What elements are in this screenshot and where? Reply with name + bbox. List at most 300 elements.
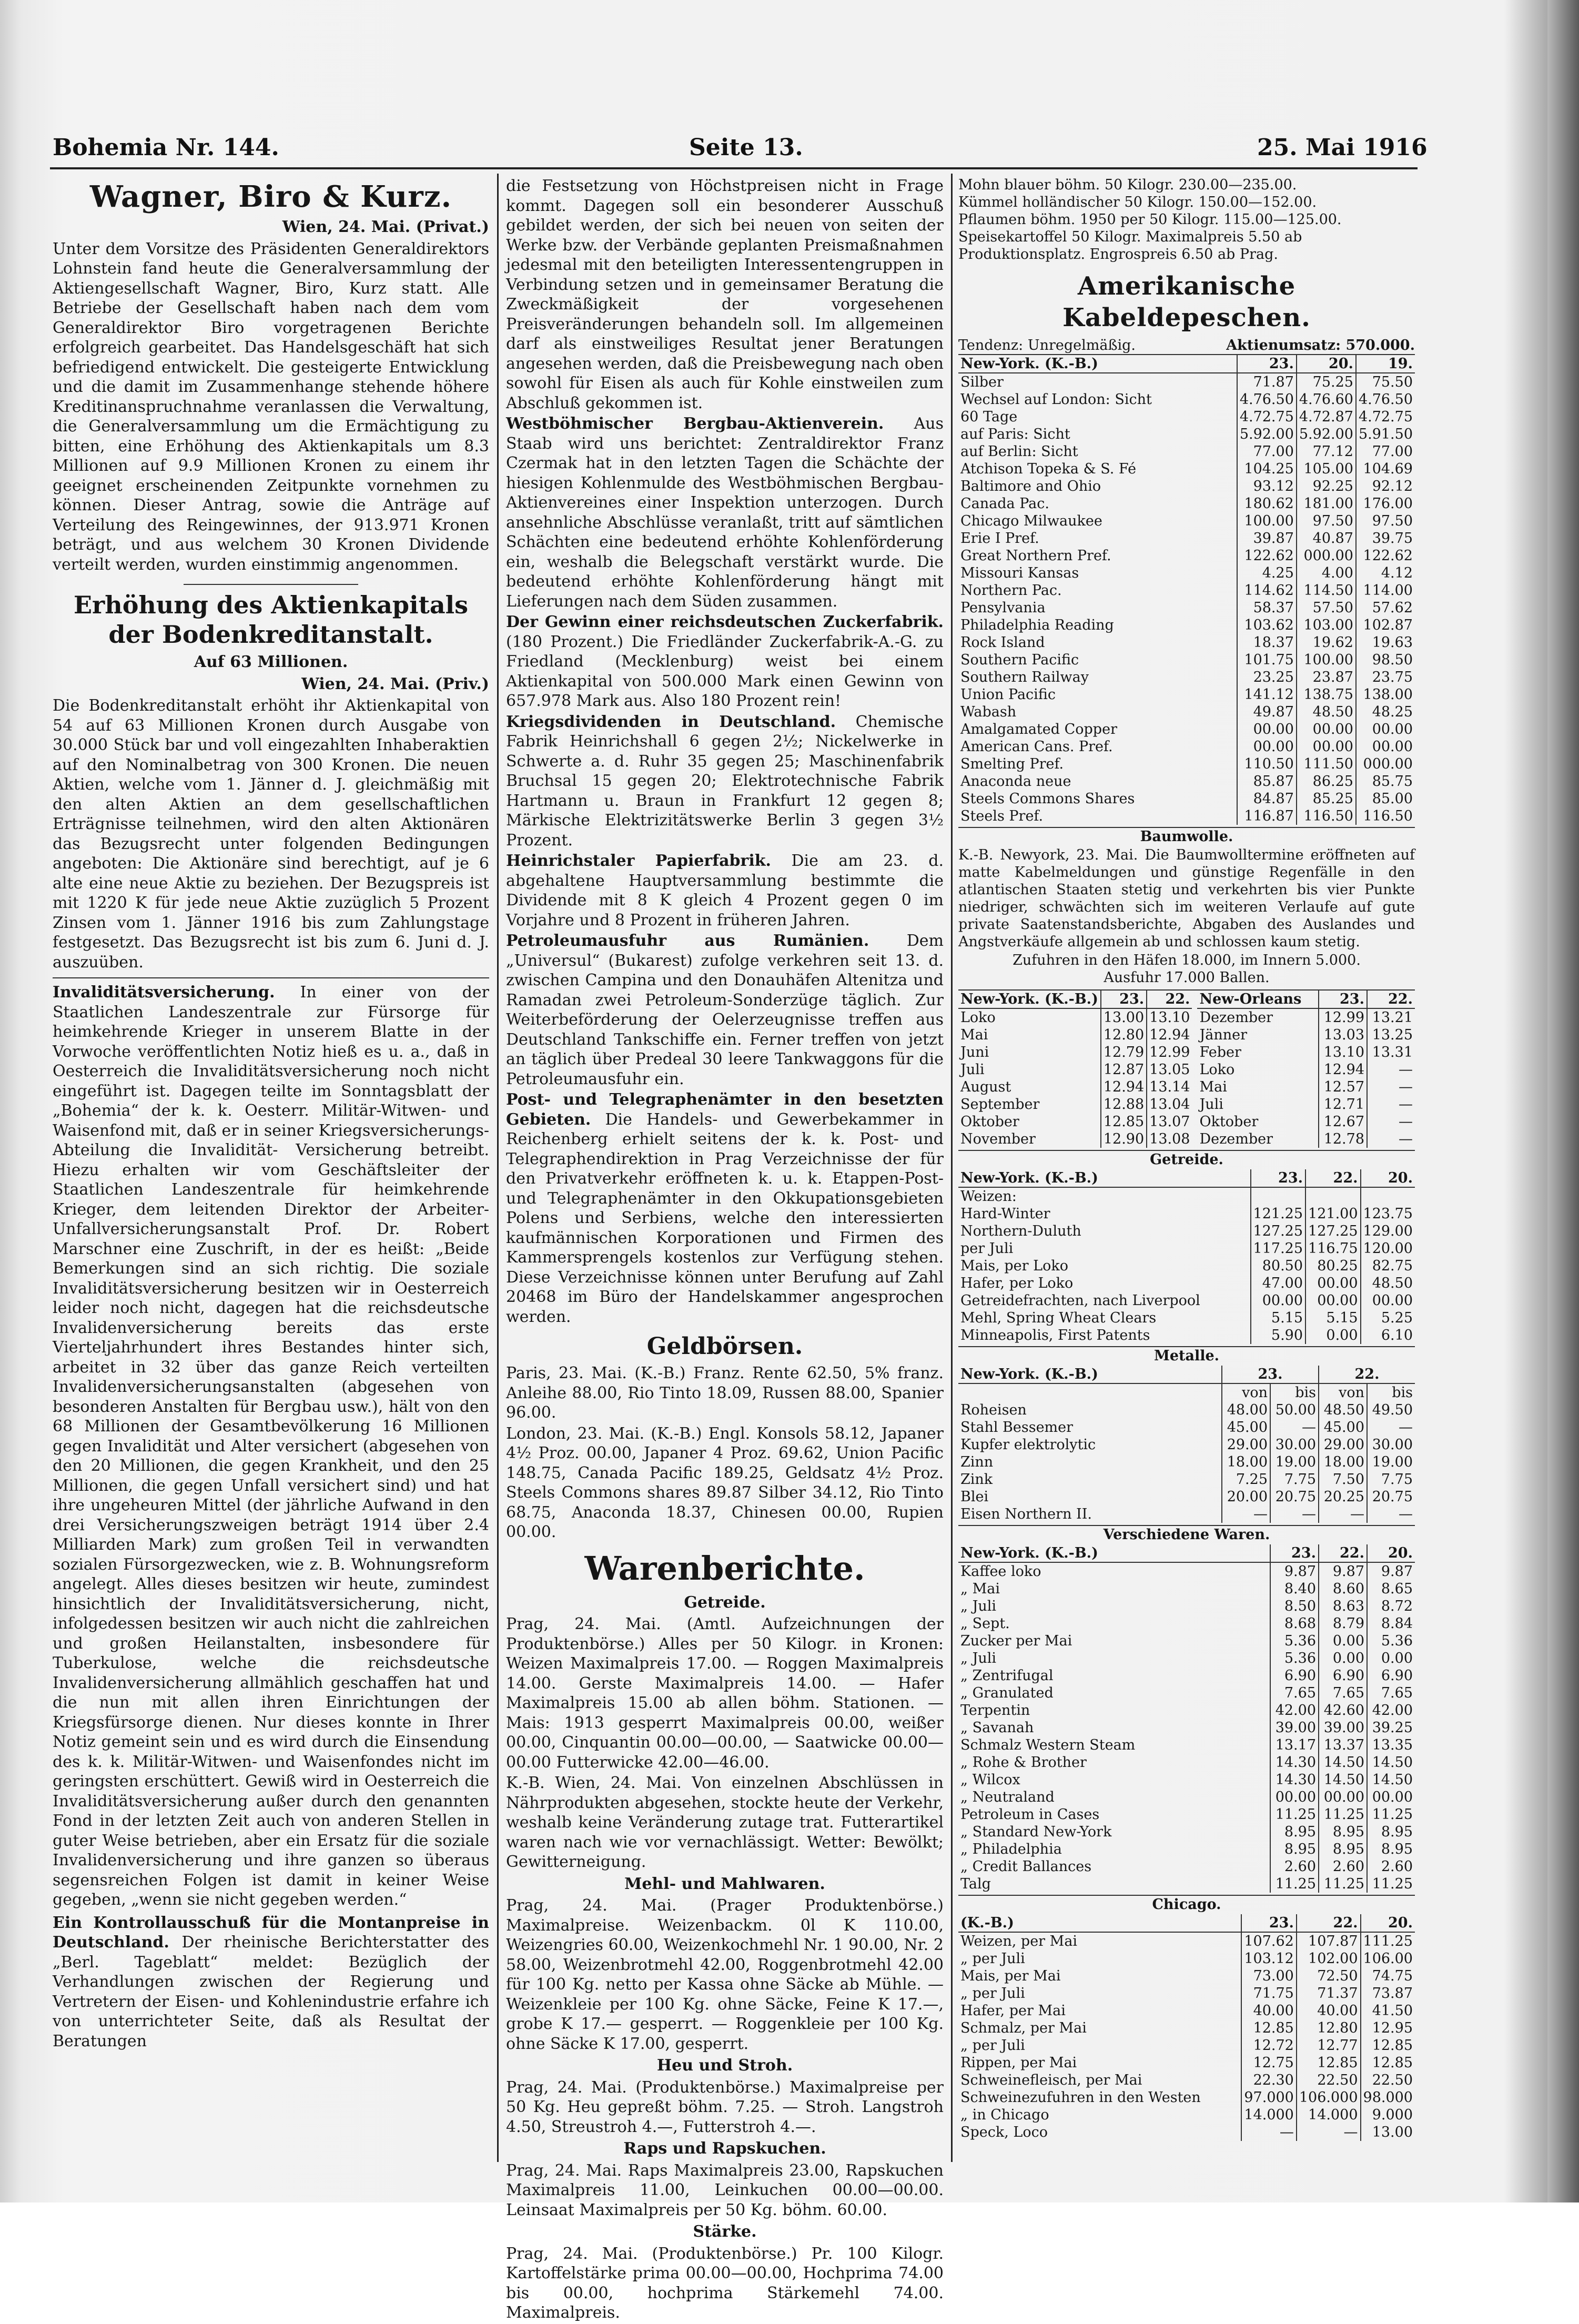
table-row (958, 790, 1415, 807)
row-value: 41.50 (1361, 2002, 1415, 2019)
row-value: — (1367, 1419, 1415, 1436)
row-label: Erie I Pref. (960, 530, 1039, 547)
column-3 (958, 176, 1415, 2141)
row-value: 20.00 (1222, 1488, 1270, 1505)
row-value: 180.62 (1237, 495, 1297, 512)
row-value: 2.60 (1319, 1858, 1367, 1875)
row-value: 8.95 (1270, 1823, 1319, 1841)
table-row (958, 564, 1415, 582)
row-label: Loko (1199, 1062, 1235, 1078)
row-label: Silber (960, 374, 1004, 390)
row-value: 12.85 (1361, 2054, 1415, 2072)
row-label: November (960, 1131, 1036, 1147)
table-header-label: New-York. (K.-B.) (958, 1544, 1270, 1562)
row-label: Anaconda neue (960, 773, 1071, 790)
row-value: 12.87 (1101, 1061, 1147, 1078)
table-header-row (958, 1544, 1415, 1562)
table-row (958, 703, 1415, 721)
row-value: 86.25 (1297, 773, 1356, 790)
row-value: 0.00 (1319, 1650, 1367, 1667)
row-value: 181.00 (1297, 495, 1356, 512)
table-row (1197, 1061, 1415, 1078)
row-value: 18.00 (1319, 1453, 1367, 1471)
table-column-date: 22. (1367, 991, 1415, 1008)
row-label: Petroleum in Cases (960, 1806, 1100, 1823)
row-label: Weizen, per Mai (960, 1933, 1078, 1949)
boden-dateline: Wien, 24. Mai. (Priv.) (301, 674, 489, 693)
row-label: „ Savanah (960, 1720, 1034, 1736)
row-value: 122.62 (1237, 547, 1297, 564)
row-value: 14.50 (1367, 1771, 1415, 1789)
table-row (958, 1789, 1415, 1806)
row-label: Eisen Northern II. (960, 1506, 1092, 1522)
row-label: „ Sept. (960, 1615, 1010, 1632)
table-row (958, 1719, 1415, 1736)
staerke-heading: Stärke. (693, 2222, 757, 2241)
row-label: Talg (960, 1876, 991, 1892)
row-value: 13.25 (1367, 1026, 1415, 1044)
row-value: 98.000 (1361, 2089, 1415, 2106)
table-row (958, 1754, 1415, 1771)
table-subheader-row (958, 1383, 1415, 1401)
table-row (958, 617, 1415, 634)
row-value: 0.00 (1305, 1327, 1360, 1344)
row-value: 39.25 (1367, 1719, 1415, 1736)
row-value: — (1367, 1505, 1415, 1523)
row-value: 58.37 (1237, 599, 1297, 617)
table-row (958, 1222, 1415, 1240)
row-value: 107.62 (1241, 1932, 1296, 1950)
row-label: „ Wilcox (960, 1772, 1020, 1788)
row-value: 42.00 (1367, 1702, 1415, 1719)
table-row (958, 1257, 1415, 1275)
row-value: 12.85 (1241, 2019, 1296, 2037)
row-value: 121.25 (1251, 1205, 1305, 1222)
row-value: 116.50 (1356, 807, 1415, 825)
row-label: Wechsel auf London: Sicht (960, 391, 1152, 408)
table-column-date: 20. (1297, 355, 1356, 373)
row-label: Mais, per Loko (960, 1258, 1068, 1274)
baumwolle-ny-table (958, 991, 1192, 1148)
row-value: 13.10 (1147, 1008, 1192, 1026)
geld-title: Geldbörsen. (646, 1333, 803, 1360)
heu-heading: Heu und Stroh. (656, 2056, 793, 2075)
row-value: 74.75 (1361, 1967, 1415, 1985)
row-value: 116.50 (1297, 807, 1356, 825)
table-row (958, 1858, 1415, 1875)
row-label: „ Credit Ballances (960, 1858, 1092, 1875)
table-row (1197, 1130, 1415, 1148)
row-value: 93.12 (1237, 478, 1297, 495)
row-value: 14.000 (1241, 2106, 1296, 2124)
row-label: August (960, 1079, 1011, 1095)
row-label: Jänner (1199, 1027, 1248, 1043)
row-value: 80.25 (1305, 1257, 1360, 1275)
row-label: American Cans. Pref. (960, 739, 1113, 755)
row-value: 92.25 (1297, 478, 1356, 495)
row-label: auf Paris: Sicht (960, 426, 1070, 442)
row-value: 39.87 (1237, 530, 1297, 547)
table-row (958, 1950, 1415, 1967)
row-value: 8.95 (1319, 1841, 1367, 1858)
row-label: Philadelphia Reading (960, 617, 1114, 633)
table-row (958, 1736, 1415, 1754)
row-label: Getreidefrachten, nach Liverpool (960, 1292, 1200, 1309)
row-value: 100.00 (1297, 651, 1356, 669)
row-label: Rippen, per Mai (960, 2055, 1077, 2071)
baumwolle-heading: Baumwolle. (958, 827, 1415, 845)
table-row (958, 1580, 1415, 1598)
row-value: 4.12 (1356, 564, 1415, 582)
row-value: — (1319, 1505, 1367, 1523)
row-value: 12.77 (1297, 2037, 1361, 2054)
row-value: 122.62 (1356, 547, 1415, 564)
row-value: 39.00 (1319, 1719, 1367, 1736)
row-value: 49.87 (1237, 703, 1297, 721)
row-value: 8.68 (1270, 1615, 1319, 1632)
row-value: 19.00 (1367, 1453, 1415, 1471)
table-row (958, 738, 1415, 755)
kriegs-body: Chemische Fabrik Heinrichshall 6 gegen 2½; Nickelwerke in Schwerte a. d. Ruhr 35 gegen 25; Maschinenfabrik Bruchsal 15 gegen 20; Elektrotechnische Fabrik Hartmann u. Braun in Frankfurt 12 gegen 8; Märkische Elektrizitätswerke Berlin 3 gegen 3½ Prozent. (506, 712, 944, 850)
mehl-heading: Mehl- und Mahlwaren. (624, 1874, 825, 1893)
table-header-row (958, 991, 1192, 1008)
inval-body: In einer von der Staatlichen Landeszentrale zur Fürsorge für heimkehrende Krieger in unserem Blatte in der Vorwoche veröffentlichten Notiz hieß es u. a., daß in Oesterreich die Invaliditätsversicherung noch nicht eingeführt ist. Dagegen teilte im Sonntagsblatt der „Bohemia“ der k. k. Oesterr. Militär-Witwen- und Waisenfond mit, daß er in seiner Kriegsversicherungs-Abteilung die Invalidität- Versicherung betreibt. Hiezu erhalten wir vom Geschäftsleiter der Staatlichen Landeszentrale für heimkehrende Krieger, dem leitenden Direktor der Arbeiter-Unfallversicherungsanstalt Prof. Dr. Robert Marschner eine Zuschrift, in der es heißt: „Beide Bemerkungen sind an sich richtig. Die soziale Invaliditätsversicherung besitzen wir in Oesterreich leider noch nicht, dagegen hat die reichsdeutsche Invalidenversicherung bereits das erste Vierteljahrhundert ihres Bestandes hinter sich, arbeitet in 32 über das ganze Reich verteilten Invalidenversicherungsanstalten (abgesehen von besonderen Anstalten für Bergbau usw.), hält von den 68 Millionen der Gesamtbevölkerung 16 Millionen gegen Invalidität und Alter versichert (abgesehen von den 20 Millionen, die gegen Krankheit, und den 25 Millionen, die gegen Unfall versichert sind) und hat ihre ungeheuren Mittel (der jährliche Aufwand in den drei Versicherungszweigen beträgt 1914 über 2.4 Milliarden Mark) zum großen Teil in verwandten sozialen Fürsorgezwecken, wie z. B. Wohnungsreform angelegt. Alles dieses besitzen wir heute, zumindest hinsichtlich der Invaliditätsversicherung, nicht, infolgedessen besitzen wir auch nicht die zahlreichen und großen Heilanstalten, insbesondere für Tuberkulose, welche die reichsdeutsche Invalidenversicherung allmählich geschaffen hat und die nun mit allen ihren Einrichtungen der Kriegsfürsorge dienen. Nur dieses konnte in Ihrer Notiz gemeint sein und es wird durch die Einsendung des k. k. Militär-Witwen- und Waisenfondes nicht im geringsten erschüttert. Gewiß wird in Oesterreich die Invaliditätsversicherung außer durch den genannten Fond in der letzten Zeit auch von anderen Stellen in guter Weise betrieben, aber ein Ersatz für die soziale Invalidenversicherung und ihre ganzen so überaus segensreichen Folgen ist damit in keiner Weise gegeben, „wenn sie nicht gegeben werden.“ (53, 983, 489, 1909)
row-label: Mai (1199, 1079, 1227, 1095)
row-value: 11.25 (1270, 1875, 1319, 1893)
row-value: 11.25 (1319, 1806, 1367, 1823)
row-value: 84.87 (1237, 790, 1297, 807)
boden-body: Die Bodenkreditanstalt erhöht ihr Aktienkapital von 54 auf 63 Millionen Kronen durch Ausgabe von 30.000 Stück bar und voll eingezahlten Inhaberaktien auf den Nominalbetrag von 300 Kronen. Die neuen Aktien, welche vom 1. Jänner d. J. gleichmäßig mit den alten Aktien an dem gesellschaftlichen Erträgnisse teilnehmen, wird den alten Aktionären das Bezugsrecht unter folgenden Bedingungen angeboten: Die Aktionäre sind berechtigt, auf je 6 alte eine neue Aktie zu beziehen. Der Bezugspreis ist mit 1220 K für jede neue Aktie zuzüglich 5 Prozent Zinsen vom 1. Jänner 1916 bis zum Zahlungstage festgesetzt. Das Bezugsrecht ist bis zum 6. Juni d. J. auszuüben. (53, 696, 489, 972)
table-column-date: 23. (1101, 991, 1147, 1008)
row-value: 121.00 (1305, 1205, 1360, 1222)
amer-title: Amerikanische Kabeldepeschen. (1062, 271, 1311, 332)
row-value: 85.87 (1237, 773, 1297, 790)
row-value: 123.75 (1361, 1205, 1415, 1222)
row-value: 49.50 (1367, 1401, 1415, 1419)
table-header-row (958, 1366, 1415, 1383)
row-value: 23.75 (1356, 669, 1415, 686)
row-value: 103.00 (1297, 617, 1356, 634)
row-value: 13.00 (1361, 2124, 1415, 2141)
post-heading: Post- und Telegraphenämter in den besetzten Gebieten. (506, 1090, 944, 1129)
row-label: Feber (1199, 1044, 1241, 1060)
row-value: 5.15 (1251, 1309, 1305, 1327)
row-value: 8.95 (1367, 1841, 1415, 1858)
row-value: 48.50 (1361, 1275, 1415, 1292)
row-value: 82.75 (1361, 1257, 1415, 1275)
table-row (1197, 1113, 1415, 1130)
row-value: 77.00 (1356, 443, 1415, 460)
getreide-heading: Getreide. (684, 1593, 766, 1612)
table-row (1197, 1008, 1415, 1026)
row-value: 7.50 (1319, 1471, 1367, 1488)
row-value: 103.62 (1237, 617, 1297, 634)
row-value: 8.40 (1270, 1580, 1319, 1598)
row-value: 5.36 (1367, 1632, 1415, 1650)
row-label: „ Juli (960, 1650, 997, 1666)
row-value: 12.75 (1241, 2054, 1296, 2072)
row-value: 00.00 (1270, 1789, 1319, 1806)
row-value: 40.87 (1297, 530, 1356, 547)
row-value (1305, 1187, 1360, 1205)
row-value: 105.00 (1297, 460, 1356, 478)
row-label: Roheisen (960, 1402, 1027, 1418)
header-center: Seite 13. (689, 134, 803, 161)
row-label: „ Zentrifugal (960, 1668, 1054, 1684)
row-value: 19.63 (1356, 634, 1415, 651)
row-label: Oktober (1199, 1114, 1259, 1130)
row-value: 4.00 (1297, 564, 1356, 582)
table-row (958, 1044, 1192, 1061)
price-line: Kümmel holländischer 50 Kilogr. 150.00—152.00. (958, 194, 1317, 210)
row-label: Juli (960, 1062, 985, 1078)
kontroll-heading: Ein Kontrollausschuß für die Montanpreise in Deutschland. (53, 1913, 489, 1952)
table-row (958, 1841, 1415, 1858)
post-body: Die Handels- und Gewerbekammer in Reichenberg erhielt seitens der k. k. Post- und Telegraphendirektion in Prag Verzeichnisse der für den Privatverkehr eröffneten k. u. k. Etappen-Post- und Telegraphenämter in den Okkupationsgebieten Polens und Serbiens, welche den interessierten kaufmännischen Korporationen und Firmen des Kammersprengels kostenlos zur Verfügung stehen. Diese Verzeichnisse können unter Berufung auf Zahl 20468 im Büro der Handelskammer angesprochen werden. (506, 1110, 944, 1326)
table-row (958, 547, 1415, 564)
row-value: 85.00 (1356, 790, 1415, 807)
row-value: 80.50 (1251, 1257, 1305, 1275)
header-left: Bohemia Nr. 144. (53, 134, 279, 161)
row-value: 13.08 (1147, 1130, 1192, 1148)
table-row (958, 1632, 1415, 1650)
row-value: 50.00 (1270, 1401, 1319, 1419)
row-label: Rock Island (960, 634, 1045, 651)
row-value: 30.00 (1270, 1436, 1319, 1453)
row-value: 4.72.87 (1297, 408, 1356, 426)
row-label: Terpentin (960, 1702, 1030, 1719)
row-value: 12.94 (1147, 1026, 1192, 1044)
row-value: 45.00 (1222, 1419, 1270, 1436)
row-value: 9.87 (1367, 1562, 1415, 1580)
zucker-body: (180 Prozent.) Die Friedländer Zuckerfabrik-A.-G. zu Friedland (Mecklenburg) weist bei einem Aktienkapital von 500.000 Mark einen Gewinn von 657.978 Mark aus. Also 180 Prozent rein! (506, 632, 944, 710)
row-value: 7.65 (1270, 1684, 1319, 1702)
row-value (1251, 1187, 1305, 1205)
kriegs-heading: Kriegsdividenden in Deutschland. (506, 712, 836, 731)
table-row (958, 1771, 1415, 1789)
row-value: 8.95 (1270, 1841, 1319, 1858)
row-value: 14.50 (1319, 1771, 1367, 1789)
row-value: 75.25 (1297, 373, 1356, 391)
row-value: 11.25 (1367, 1806, 1415, 1823)
row-value: 23.25 (1237, 669, 1297, 686)
row-value: 57.62 (1356, 599, 1415, 617)
table-column-date: 23. (1270, 1544, 1319, 1562)
row-value: 6.90 (1319, 1667, 1367, 1684)
table-row (1197, 1044, 1415, 1061)
row-value: 12.79 (1101, 1044, 1147, 1061)
table-header-label: New-York. (K.-B.) (958, 1169, 1251, 1187)
header-rule (50, 167, 1418, 169)
row-label: Canada Pac. (960, 496, 1049, 512)
table-row (958, 2124, 1415, 2141)
wagner-body: Unter dem Vorsitze des Präsidenten Generaldirektors Lohnstein fand heute die Generalversammlung der Aktiengesellschaft Wagner, Biro, Kurz statt. Alle Betriebe der Gesellschaft haben nach dem vom Generaldirektor Biro vorgetragenen Berichte erfolgreich gearbeitet. Das Handelsgeschäft hat sich befriedigend entwickelt. Die gesteigerte Entwicklung und die damit im Zusammenhange stehende höhere Kreditinanspruchnahme veranlassen die Verwaltung, die Generalversammlung um die Ermächtigung zu bitten, eine Erhöhung des Aktienkapitals um 8.3 Millionen auf 9.9 Millionen Kronen zu einem ihr geeignet erscheinenden Zeitpunkte vornehmen zu können. Dieser Antrag, sowie die Anträge auf Verteilung des Reingewinnes, der 913.971 Kronen beträgt, und aus welchem 30 Kronen Dividende verteilt werden, wurden einstimmig angenommen. (53, 239, 489, 574)
row-value: 5.36 (1270, 1650, 1319, 1667)
row-value: 22.30 (1241, 2072, 1296, 2089)
row-label: Schmalz Western Steam (960, 1737, 1136, 1753)
row-label: 60 Tage (960, 409, 1018, 425)
row-value: 12.85 (1297, 2054, 1361, 2072)
row-value: 85.75 (1356, 773, 1415, 790)
row-value: 71.75 (1241, 1985, 1296, 2002)
geld-paris: Paris, 23. Mai. (K.-B.) Franz. Rente 62.50, 5% franz. Anleihe 88.00, Rio Tinto 18.09, Russen 88.00, Spanier 96.00. (506, 1364, 944, 1422)
westb-body: Aus Staab wird uns berichtet: Zentraldirektor Franz Czermak hat in den letzten Tagen die Schächte der hiesigen Kohlenmulde des Westböhmischen Bergbau-Aktienvereines einer Inspektion unterzogen. Durch ansehnliche Abschlüsse veranlaßt, tritt auf sämtlichen Schächten eine bedeutend erhöhte Kohlenförderung ein, weshalb die Belegschaft verstärkt wurde. Die bedeutend erhöhte Kohlenförderung hängt mit Lieferungen nach dem Süden zusammen. (506, 415, 944, 611)
row-value: 176.00 (1356, 495, 1415, 512)
table-row (958, 1806, 1415, 1823)
table-column-date: 20. (1361, 1914, 1415, 1932)
row-value: 72.50 (1297, 1967, 1361, 1985)
row-value: 11.25 (1319, 1875, 1367, 1893)
row-value: 8.95 (1367, 1823, 1415, 1841)
table-row (958, 408, 1415, 426)
row-value: 13.04 (1147, 1096, 1192, 1113)
raps-heading: Raps und Rapskuchen. (623, 2139, 826, 2158)
row-label: „ Juli (960, 1598, 997, 1614)
table-subheader: von (1222, 1383, 1270, 1401)
table-row (958, 1471, 1415, 1488)
row-value: 13.03 (1319, 1026, 1367, 1044)
row-value: 4.25 (1237, 564, 1297, 582)
row-value: 7.75 (1367, 1471, 1415, 1488)
row-value: 45.00 (1319, 1419, 1367, 1436)
row-label: Pensylvania (960, 600, 1046, 616)
row-value: 127.25 (1251, 1222, 1305, 1240)
row-label: Oktober (960, 1114, 1019, 1130)
table-subheader: bis (1270, 1383, 1319, 1401)
row-value: 4.76.50 (1237, 391, 1297, 408)
row-value: 12.88 (1101, 1096, 1147, 1113)
table-row (958, 1562, 1415, 1580)
table-row (958, 2072, 1415, 2089)
separator (53, 977, 489, 978)
row-value: 40.00 (1241, 2002, 1296, 2019)
table-row (958, 1823, 1415, 1841)
row-value: — (1297, 2124, 1361, 2141)
row-value: 8.84 (1367, 1615, 1415, 1632)
row-value: 12.90 (1101, 1130, 1147, 1148)
row-value: 5.92.00 (1237, 426, 1297, 443)
row-value: 12.85 (1101, 1113, 1147, 1130)
row-value: 120.00 (1361, 1240, 1415, 1257)
row-label: Wabash (960, 704, 1017, 720)
row-value: 110.50 (1237, 755, 1297, 773)
row-value: 00.00 (1237, 721, 1297, 738)
getreide-col3-heading: Getreide. (958, 1150, 1415, 1168)
table-row (958, 721, 1415, 738)
row-value: 18.37 (1237, 634, 1297, 651)
row-value: 75.50 (1356, 373, 1415, 391)
table-column-date: 23. (1241, 1914, 1296, 1932)
row-value: — (1222, 1505, 1270, 1523)
row-label: „ Mai (960, 1581, 1000, 1597)
row-label: „ Granulated (960, 1685, 1054, 1701)
row-value: 102.87 (1356, 617, 1415, 634)
row-value: 6.90 (1367, 1667, 1415, 1684)
table-header-label: New-Orleans (1197, 991, 1319, 1008)
row-value: 12.94 (1101, 1078, 1147, 1096)
row-value: 7.65 (1367, 1684, 1415, 1702)
row-value: 13.37 (1319, 1736, 1367, 1754)
table-column-date: 20. (1361, 1169, 1415, 1187)
row-value: 23.87 (1297, 669, 1356, 686)
baumwolle-orleans-table (1197, 991, 1415, 1148)
table-column-date: 22. (1147, 991, 1192, 1008)
row-label: Chicago Milwaukee (960, 513, 1102, 529)
row-value: 00.00 (1356, 738, 1415, 755)
row-value: 12.94 (1319, 1061, 1367, 1078)
row-label: Schweinezufuhren in den Westen (960, 2089, 1201, 2106)
table-row (958, 1275, 1415, 1292)
row-value: 00.00 (1297, 721, 1356, 738)
row-value: 39.00 (1270, 1719, 1319, 1736)
row-label: Baltimore and Ohio (960, 478, 1101, 494)
header-right: 25. Mai 1916 (1257, 134, 1428, 161)
row-value: 14.30 (1270, 1771, 1319, 1789)
row-value: 5.25 (1361, 1309, 1415, 1327)
row-label: Zucker per Mai (960, 1633, 1072, 1649)
wagner-dateline: Wien, 24. Mai. (Privat.) (282, 218, 489, 236)
row-value: 2.60 (1270, 1858, 1319, 1875)
table-row (958, 391, 1415, 408)
zufuhren: Zufuhren in den Häfen 18.000, im Innern 5.000. (1013, 952, 1361, 968)
kontroll-body: Der rheinische Berichterstatter des „Berl. Tageblatt“ meldet: Bezüglich der Verhandlungen zwischen der Regierung und Vertretern der Eisen- und Kohlenindustrie erfahre ich von unterrichteter Seite, daß als Resultat der Beratungen (53, 1933, 489, 2050)
row-value: 12.95 (1361, 2019, 1415, 2037)
ausfuhr: Ausfuhr 17.000 Ballen. (1104, 969, 1270, 986)
row-value: 12.80 (1101, 1026, 1147, 1044)
row-value: 73.00 (1241, 1967, 1296, 1985)
table-row (958, 443, 1415, 460)
row-value: 9.000 (1361, 2106, 1415, 2124)
heinr-heading: Heinrichstaler Papierfabrik. (506, 852, 771, 870)
row-label: Steels Commons Shares (960, 791, 1135, 807)
row-value: 8.63 (1319, 1598, 1367, 1615)
table-row (958, 807, 1415, 825)
row-label (958, 1383, 1222, 1401)
row-value: 9.87 (1270, 1562, 1319, 1580)
table-row (958, 2089, 1415, 2106)
raps-body: Prag, 24. Mai. Raps Maximalpreis 23.00, Rapskuchen Maximalpreis 11.00, Leinkuchen 00.00—00.00. Leinsaat Maximalpreis per 50 Kg. böhm. 60.00. (506, 2161, 944, 2219)
row-value: 19.62 (1297, 634, 1356, 651)
staerke-body: Prag, 24. Mai. (Produktenbörse.) Pr. 100 Kilogr. Kartoffelstärke prima 00.00—00.00, Hochprima 74.00 bis 00.00, hochprima Stärkemehl 74.00. Maximalpreis. (506, 2244, 944, 2322)
row-value: 7.75 (1270, 1471, 1319, 1488)
column-1 (53, 176, 489, 2052)
row-value: 141.12 (1237, 686, 1297, 703)
table-row (958, 1130, 1192, 1148)
table-row (958, 2037, 1415, 2054)
row-value: 111.25 (1361, 1932, 1415, 1950)
row-value: 114.50 (1297, 582, 1356, 599)
row-value: 2.60 (1367, 1858, 1415, 1875)
table-row (958, 1078, 1192, 1096)
row-value: 9.87 (1319, 1562, 1367, 1580)
row-value: 4.72.75 (1356, 408, 1415, 426)
row-value: 13.35 (1367, 1736, 1415, 1754)
separator (184, 584, 358, 585)
row-label: Southern Railway (960, 669, 1089, 685)
boden-title: Erhöhung des Aktienkapitals der Bodenkreditanstalt. (73, 591, 468, 649)
boden-subtitle: Auf 63 Millionen. (194, 653, 348, 671)
table-row (958, 1875, 1415, 1893)
petrol-heading: Petroleumausfuhr aus Rumänien. (506, 932, 869, 950)
table-row (958, 634, 1415, 651)
geld-london: London, 23. Mai. (K.-B.) Engl. Konsols 58.12, Japaner 4½ Proz. 00.00, Japaner 4 Proz. 69.62, Union Pacific 148.75, Canada Pacific 189.25, Geldsatz 4½ Proz. Steels Commons shares 89.87 Silber 34.12, Rio Tinto 68.75, Anaconda 18.37, Chinesen 00.00, Rupien 00.00. (506, 1424, 944, 1541)
verschiedene-heading: Verschiedene Waren. (958, 1525, 1415, 1543)
row-value: 129.00 (1361, 1222, 1415, 1240)
table-column-date: 22. (1319, 1544, 1367, 1562)
row-value: 12.67 (1319, 1113, 1367, 1130)
table-column-date: 20. (1367, 1544, 1415, 1562)
row-value: 14.50 (1319, 1754, 1367, 1771)
